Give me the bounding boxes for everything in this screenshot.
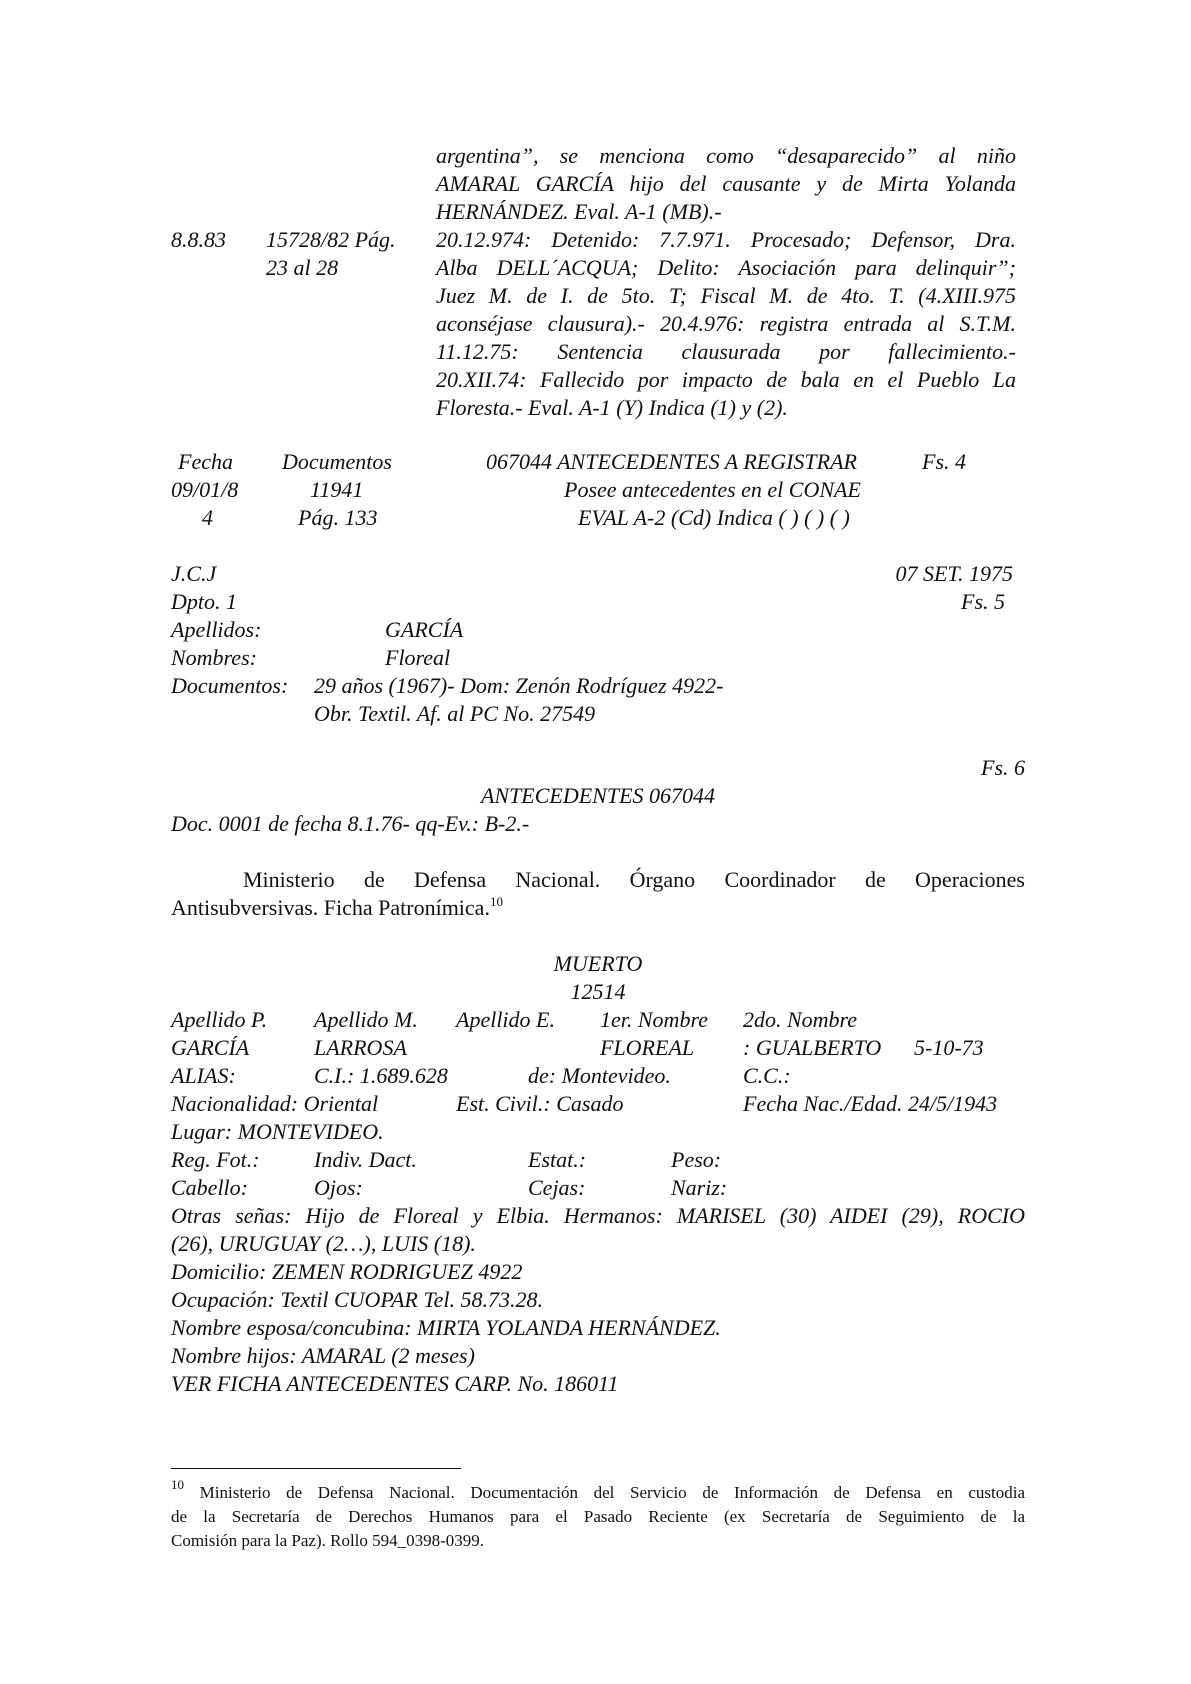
- paragraph-line2-text: Antisubversivas. Ficha Patronímica.: [171, 895, 490, 920]
- footnote-ref: 10: [489, 894, 503, 909]
- desc-line: aconséjase clausura).- 20.4.976: registra entrada al S.T.M.: [436, 311, 1016, 336]
- jcj-date: 07 SET. 1975: [895, 561, 1013, 586]
- ci-de: de: Montevideo.: [528, 1063, 671, 1088]
- desc-line: Juez M. de I. de 5to. T; Fiscal M. de 4to. T. (4.XIII.975: [436, 283, 1016, 308]
- fecha-nac: Fecha Nac./Edad. 24/5/1943: [743, 1091, 998, 1116]
- registro-date-line1: 09/01/8: [171, 477, 239, 502]
- footnote-line2: de la Secretaría de Derechos Humanos para el Pasado Reciente (ex Secretaría de Seguimiento de la: [171, 1507, 1025, 1526]
- desc-line: HERNÁNDEZ. Eval. A-1 (MB).-: [436, 199, 722, 224]
- ver-ficha: VER FICHA ANTECEDENTES CARP. No. 186011: [171, 1371, 619, 1396]
- paragraph-line2: [171, 894, 503, 922]
- footnote-line1: [171, 1477, 1025, 1504]
- antecedentes-title: ANTECEDENTES 067044: [480, 783, 716, 808]
- otras-senas-line2: (26), URUGUAY (2…), LUIS (18).: [171, 1231, 476, 1256]
- jcj-dept: Dpto. 1: [171, 589, 237, 614]
- footnote-number: 10: [171, 1477, 184, 1492]
- antecedentes-fs: Fs. 6: [981, 755, 1025, 780]
- registro-date-line2: 4: [202, 505, 213, 530]
- peso: Peso:: [671, 1147, 722, 1172]
- alias: ALIAS:: [171, 1063, 236, 1088]
- registro-fs: Fs. 4: [922, 449, 966, 474]
- registro-doc-line1: 11941: [310, 477, 364, 502]
- registro-doc-line2: Pág. 133: [298, 505, 378, 530]
- domicilio: Domicilio: ZEMEN RODRIGUEZ 4922: [171, 1259, 523, 1284]
- paragraph-line1: Ministerio de Defensa Nacional. Órgano Coordinador de Operaciones: [243, 867, 1025, 892]
- lugar: Lugar: MONTEVIDEO.: [171, 1119, 384, 1144]
- footnote-rule: [171, 1468, 461, 1469]
- ocupacion: Ocupación: Textil CUOPAR Tel. 58.73.28.: [171, 1287, 543, 1312]
- documentos-header: Documentos: [282, 449, 392, 474]
- jcj-fs: Fs. 5: [961, 589, 1005, 614]
- documentos-label: Documentos:: [171, 673, 289, 698]
- header-apellido-m: Apellido M.: [314, 1007, 418, 1032]
- nombres-label: Nombres:: [171, 645, 257, 670]
- ficha-status: MUERTO: [553, 951, 643, 976]
- hijos: Nombre hijos: AMARAL (2 meses): [171, 1343, 475, 1368]
- desc-line: Floresta.- Eval. A-1 (Y) Indica (1) y (2).: [436, 395, 788, 420]
- apellido-p: GARCÍA: [171, 1035, 250, 1060]
- header-apellido-p: Apellido P.: [171, 1007, 268, 1032]
- nacionalidad: Nacionalidad: Oriental: [171, 1091, 379, 1116]
- registro-line1: Posee antecedentes en el CONAE: [564, 477, 861, 502]
- jcj-org: J.C.J: [171, 561, 217, 586]
- desc-line: 20.XII.74: Fallecido por impacto de bala en el Pueblo La: [436, 367, 1016, 392]
- footnote-line1-text: Ministerio de Defensa Nacional. Documentación del Servicio de Información de Defensa en custodia: [199, 1483, 1025, 1502]
- nariz: Nariz:: [671, 1175, 728, 1200]
- nombre-1: FLOREAL: [600, 1035, 695, 1060]
- desc-line: argentina”, se menciona como “desaparecido” al niño: [436, 143, 1016, 168]
- fecha-header: Fecha: [178, 449, 233, 474]
- cejas: Cejas:: [528, 1175, 586, 1200]
- ci: C.I.: 1.689.628: [314, 1063, 448, 1088]
- entry-date: 8.8.83: [171, 227, 226, 252]
- nombre-2: : GUALBERTO: [743, 1035, 882, 1060]
- documentos-line1: 29 años (1967)- Dom: Zenón Rodríguez 4922-: [314, 673, 724, 698]
- desc-line: AMARAL GARCÍA hijo del causante y de Mirta Yolanda: [436, 171, 1016, 196]
- registro-line2: EVAL A-2 (Cd) Indica ( ) ( ) ( ): [578, 505, 850, 530]
- header-nombre-2: 2do. Nombre: [743, 1007, 858, 1032]
- desc-line: Alba DELL´ACQUA; Delito: Asociación para delinquir”;: [436, 255, 1016, 280]
- header-nombre-1: 1er. Nombre: [600, 1007, 708, 1032]
- ojos: Ojos:: [314, 1175, 363, 1200]
- header-apellido-e: Apellido E.: [456, 1007, 555, 1032]
- footnote-line3: Comisión para la Paz). Rollo 594_0398-0399.: [171, 1531, 485, 1550]
- otras-senas-line1: Otras señas: Hijo de Floreal y Elbia. Hermanos: MARISEL (30) AIDEI (29), ROCIO: [171, 1203, 1025, 1228]
- nombres-value: Floreal: [385, 645, 451, 670]
- apellidos-value: GARCÍA: [385, 617, 464, 642]
- documentos-line2: Obr. Textil. Af. al PC No. 27549: [314, 701, 596, 726]
- indiv-dact: Indiv. Dact.: [314, 1147, 417, 1172]
- entry-doc-line2: 23 al 28: [266, 255, 339, 280]
- desc-line: 11.12.75: Sentencia clausurada por fallecimiento.-: [436, 339, 1016, 364]
- est-civil: Est. Civil.: Casado: [456, 1091, 624, 1116]
- registro-title: 067044 ANTECEDENTES A REGISTRAR: [486, 449, 857, 474]
- cabello: Cabello:: [171, 1175, 248, 1200]
- cc: C.C.:: [743, 1063, 791, 1088]
- apellido-m: LARROSA: [314, 1035, 407, 1060]
- ficha-fecha: 5-10-73: [914, 1035, 984, 1060]
- ficha-number: 12514: [570, 979, 626, 1004]
- reg-fot: Reg. Fot.:: [171, 1147, 260, 1172]
- esposa: Nombre esposa/concubina: MIRTA YOLANDA HERNÁNDEZ.: [171, 1315, 721, 1340]
- apellidos-label: Apellidos:: [171, 617, 262, 642]
- estat: Estat.:: [528, 1147, 587, 1172]
- desc-line: 20.12.974: Detenido: 7.7.971. Procesado; Defensor, Dra.: [436, 227, 1016, 252]
- entry-doc-line1: 15728/82 Pág.: [266, 227, 396, 252]
- antecedentes-doc: Doc. 0001 de fecha 8.1.76- qq-Ev.: B-2.-: [171, 811, 530, 836]
